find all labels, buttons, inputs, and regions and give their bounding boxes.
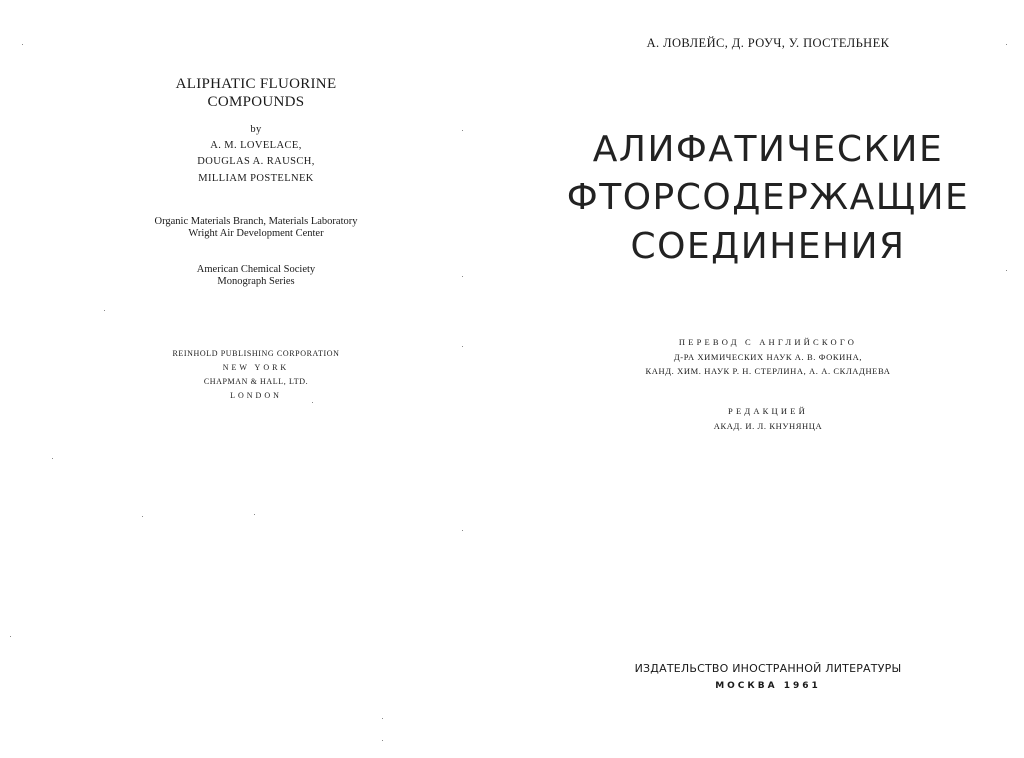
scan-speck (382, 718, 383, 719)
english-organization-line-2: Wright Air Development Center (188, 228, 324, 239)
scan-speck (462, 346, 463, 347)
right-page-russian (512, 0, 1024, 758)
scan-speck (142, 516, 143, 517)
russian-translator-line-2: КАНД. ХИМ. НАУК Р. Н. СТЕРЛИНА, А. А. СКЛАДНЕВА (645, 366, 891, 376)
scan-speck (52, 458, 53, 459)
english-author-3: MILLIAM POSTELNEK (198, 173, 314, 184)
english-publisher-2: CHAPMAN & HALL, LTD. (203, 377, 309, 386)
english-title-line-1: ALIPHATIC FLUORINE (175, 76, 337, 92)
scan-speck (382, 740, 383, 741)
english-author-1: A. M. LOVELACE, (210, 140, 302, 151)
russian-translator-line-1: Д-РА ХИМИЧЕСКИХ НАУК А. В. ФОКИНА, (673, 352, 863, 362)
russian-city-year: МОСКВА 1961 (715, 681, 821, 691)
russian-editor-name: АКАД. И. Л. КНУНЯНЦА (713, 421, 823, 431)
english-series-line-2: Monograph Series (217, 276, 295, 287)
scan-speck (462, 130, 463, 131)
english-author-2: DOUGLAS A. RAUSCH, (197, 156, 315, 167)
english-series-line-1: American Chemical Society (196, 264, 316, 275)
russian-authors: А. ЛОВЛЕЙС, Д. РОУЧ, У. ПОСТЕЛЬНЕК (646, 36, 890, 50)
russian-translation-label: ПЕРЕВОД С АНГЛИЙСКОГО (678, 337, 858, 347)
english-publisher-city-2: LONDON (230, 391, 282, 400)
english-publisher-city-1: NEW YORK (222, 363, 290, 372)
english-title-line-2: COMPOUNDS (207, 94, 305, 110)
scan-speck (104, 310, 105, 311)
scan-speck (312, 402, 313, 403)
scan-speck (1006, 270, 1007, 271)
russian-editor-label: РЕДАКЦИЕЙ (728, 406, 808, 416)
russian-title-line-1: АЛИФАТИЧЕСКИЕ (592, 129, 944, 170)
scan-speck (1006, 44, 1007, 45)
scan-speck (254, 514, 255, 515)
english-by: by (250, 124, 262, 135)
scan-speck (10, 636, 11, 637)
scan-speck (462, 530, 463, 531)
russian-title-line-2: ФТОРСОДЕРЖАЩИЕ (566, 177, 970, 218)
scan-speck (462, 276, 463, 277)
russian-title-line-3: СОЕДИНЕНИЯ (630, 226, 906, 267)
english-organization-line-1: Organic Materials Branch, Materials Laboratory (154, 216, 358, 227)
russian-publisher: ИЗДАТЕЛЬСТВО ИНОСТРАННОЙ ЛИТЕРАТУРЫ (634, 662, 902, 675)
scan-speck (22, 44, 23, 45)
english-publisher-1: REINHOLD PUBLISHING CORPORATION (172, 349, 340, 358)
